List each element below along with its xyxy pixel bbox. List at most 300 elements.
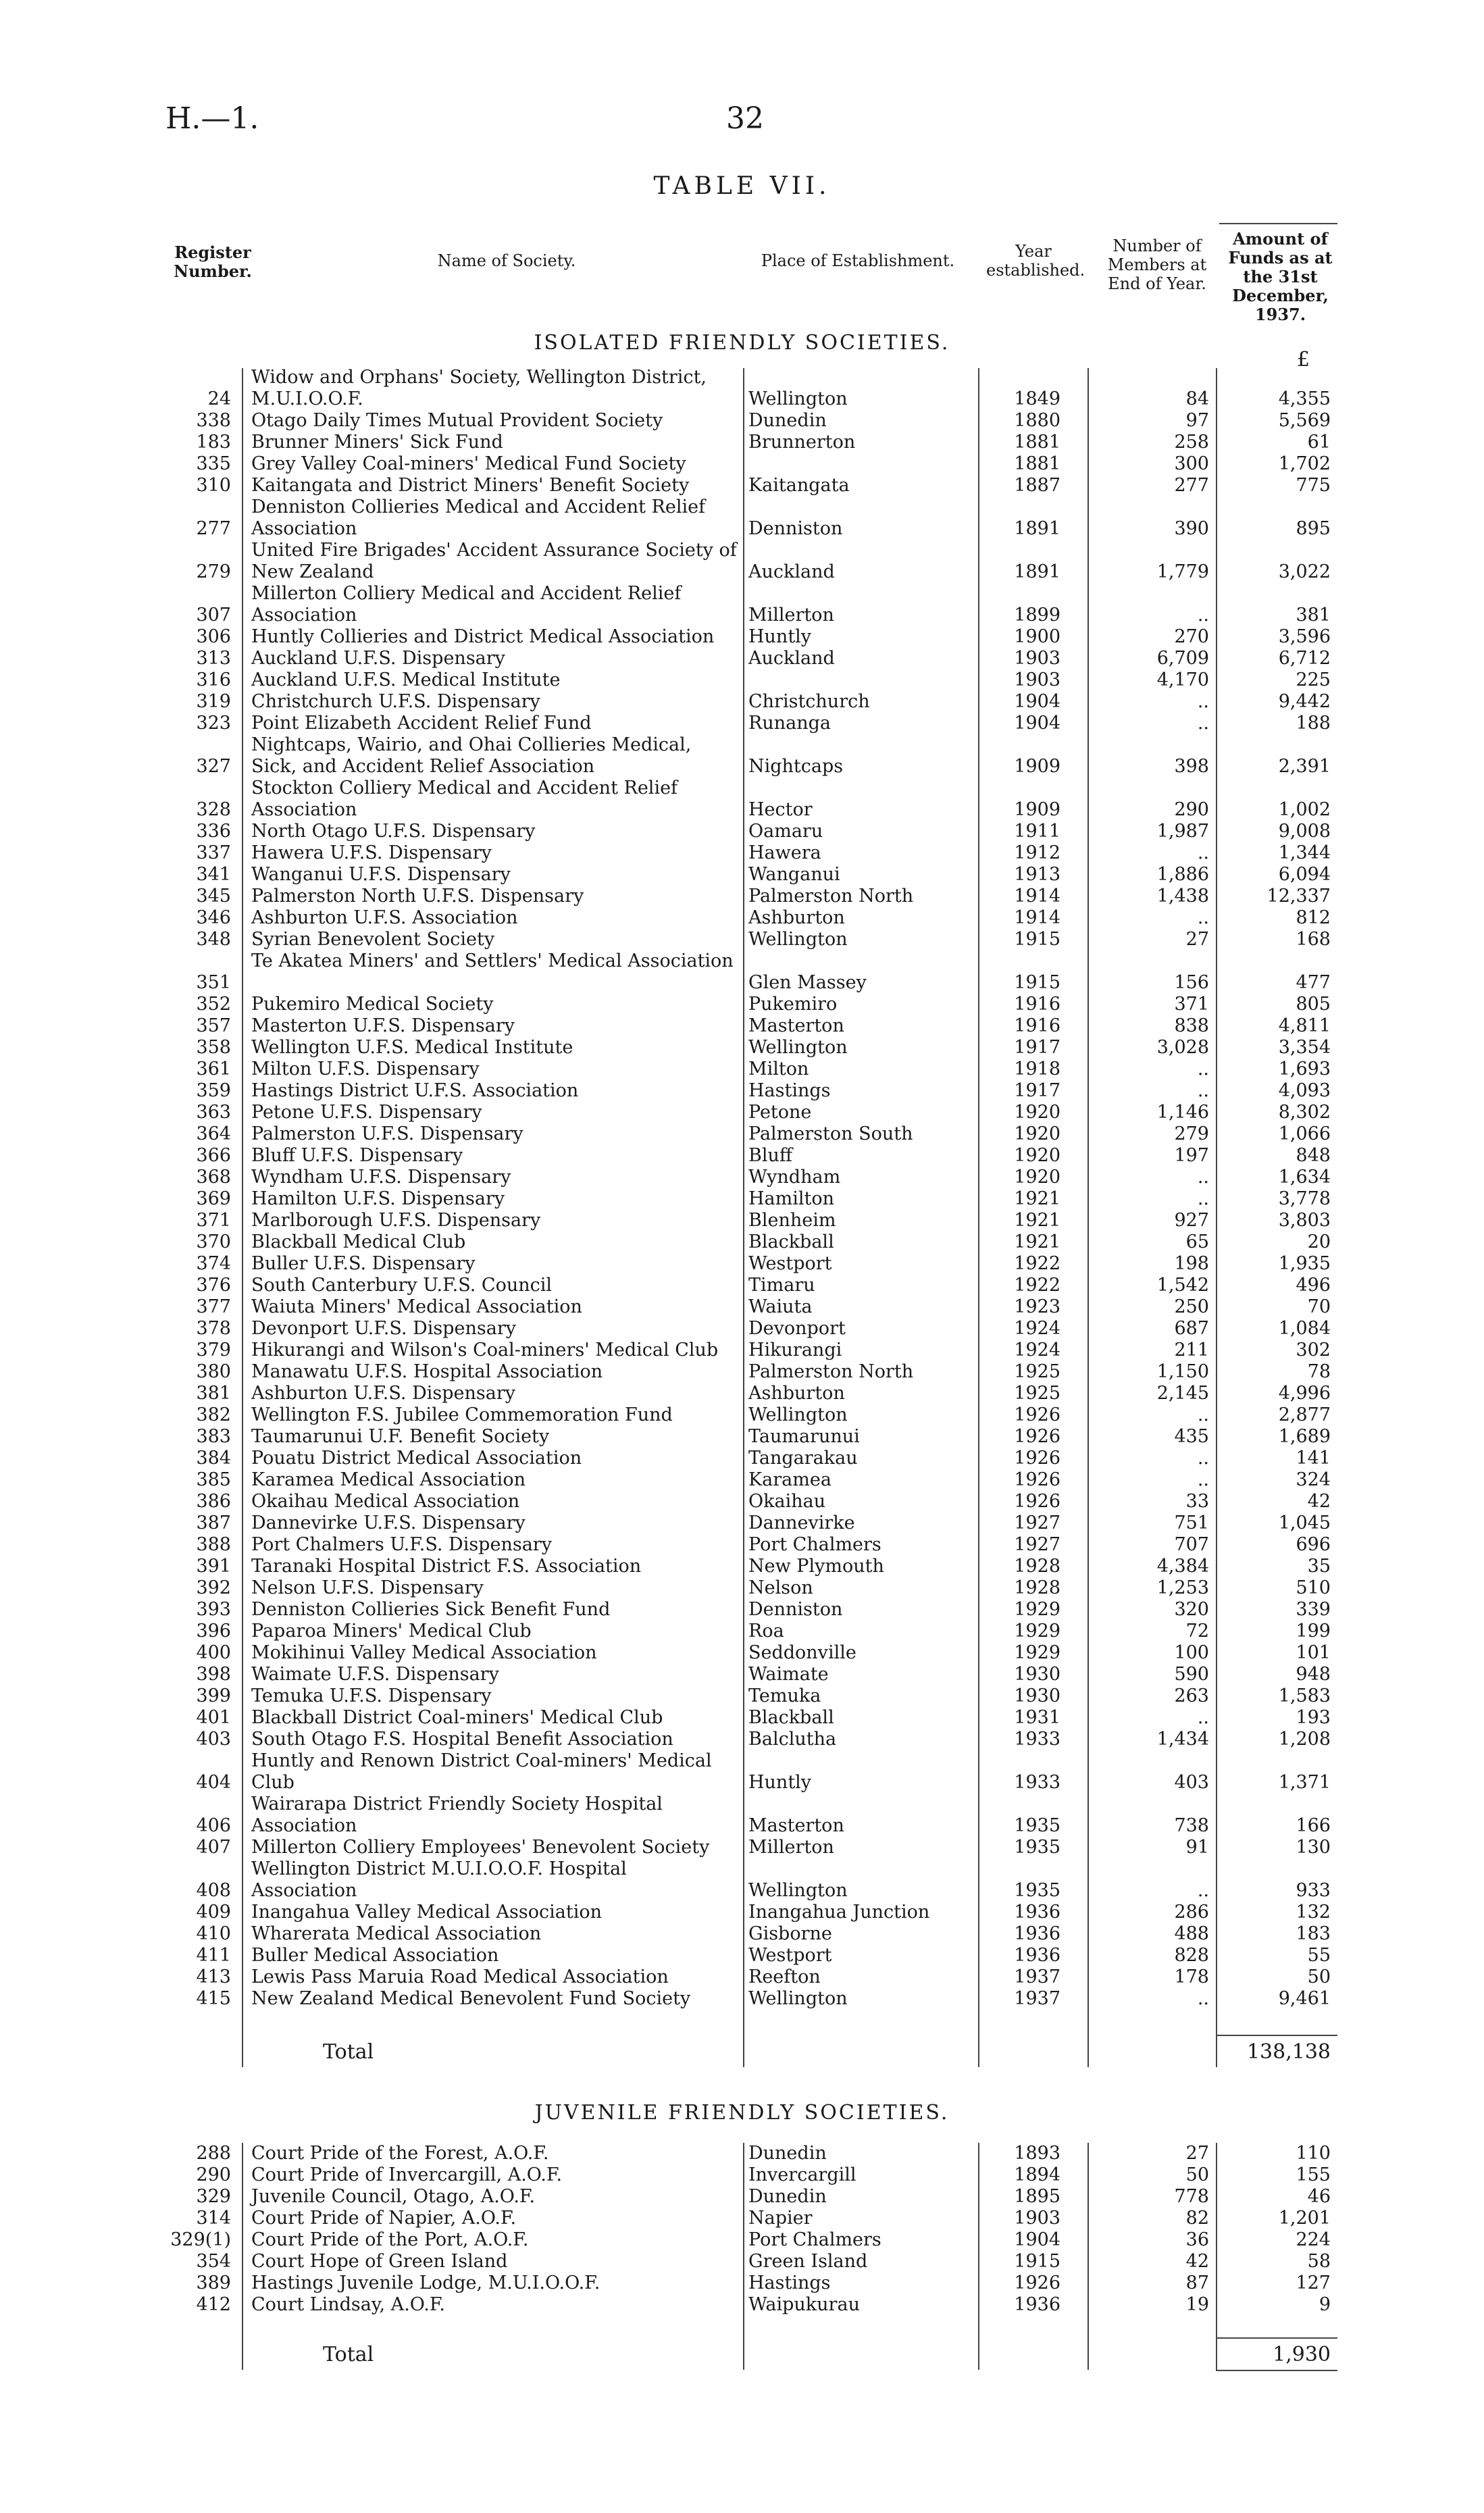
funds-cell: 183 — [1296, 1923, 1331, 1944]
place-cell: Denniston — [748, 518, 843, 539]
funds-cell: 3,022 — [1278, 561, 1331, 582]
table-row — [0, 367, 1484, 410]
members-cell: .. — [1197, 1188, 1209, 1209]
members-cell: 258 — [1174, 432, 1209, 453]
members-cell: .. — [1197, 1167, 1209, 1188]
members-cell: 1,987 — [1156, 821, 1209, 842]
funds-cell: 78 — [1307, 1361, 1331, 1382]
table-row — [0, 1015, 1484, 1037]
funds-cell: 46 — [1307, 2186, 1331, 2207]
register-number-cell: 352 — [196, 994, 231, 1015]
table-row — [0, 1361, 1484, 1383]
society-name-cell: Nightcaps, Wairio, and Ohai Collieries Medical, Sick, and Accident Relief Association — [251, 734, 692, 777]
funds-cell: 224 — [1296, 2229, 1331, 2250]
place-cell: Dunedin — [748, 2186, 827, 2207]
register-number-cell: 313 — [196, 648, 231, 669]
table-row — [0, 1253, 1484, 1275]
members-cell: .. — [1197, 1707, 1209, 1728]
society-name-cell: Court Pride of Napier, A.O.F. — [251, 2208, 517, 2229]
register-number-cell: 24 — [207, 388, 231, 409]
register-number-cell: 359 — [196, 1080, 231, 1101]
members-cell: 707 — [1174, 1534, 1209, 1555]
place-cell: Temuka — [748, 1685, 821, 1706]
funds-cell: 948 — [1296, 1664, 1331, 1685]
society-name-cell: Wairarapa District Friendly Society Hospital Association — [251, 1794, 663, 1836]
members-cell: 27 — [1185, 2143, 1209, 2164]
place-cell: Tangarakau — [748, 1448, 858, 1469]
register-number-cell: 336 — [196, 821, 231, 842]
register-number-cell: 378 — [196, 1318, 231, 1339]
funds-cell: 70 — [1307, 1296, 1331, 1317]
society-name-cell: Auckland U.F.S. Medical Institute — [251, 669, 561, 690]
society-name-cell: Syrian Benevolent Society — [251, 929, 495, 950]
register-number-cell: 370 — [196, 1232, 231, 1252]
place-cell: Bluff — [748, 1145, 793, 1166]
society-name-cell: Buller Medical Association — [251, 1945, 499, 1966]
year-cell: 1915 — [1014, 972, 1060, 993]
funds-cell: 1,084 — [1278, 1318, 1331, 1339]
place-cell: Palmerston North — [748, 1361, 914, 1382]
rule-register — [242, 2143, 243, 2370]
year-cell: 1912 — [1014, 842, 1060, 863]
currency-symbol: £ — [1297, 348, 1310, 372]
table-row — [0, 1556, 1484, 1577]
rule-register — [242, 368, 243, 2067]
place-cell: Port Chalmers — [748, 2229, 881, 2250]
table-row — [0, 1837, 1484, 1858]
table-row — [0, 1491, 1484, 1513]
place-cell: Wellington — [748, 1404, 848, 1425]
register-number-cell: 277 — [196, 518, 231, 539]
col-header-funds: Amount of Funds as at the 31st December, 1937. — [1228, 229, 1333, 324]
members-cell: 828 — [1174, 1945, 1209, 1966]
members-cell: 371 — [1174, 994, 1209, 1015]
isolated-societies-rows — [0, 367, 1484, 2010]
members-cell: .. — [1197, 1404, 1209, 1425]
header-rule-top — [1219, 223, 1337, 224]
register-number-cell: 386 — [196, 1491, 231, 1512]
funds-cell: 141 — [1296, 1448, 1331, 1469]
society-name-cell: Wellington F.S. Jubilee Commemoration Fund — [251, 1404, 673, 1425]
place-cell: Hastings — [748, 1080, 831, 1101]
funds-cell: 510 — [1296, 1577, 1331, 1598]
year-cell: 1909 — [1014, 799, 1060, 820]
society-name-cell: Wanganui U.F.S. Dispensary — [251, 864, 511, 885]
society-name-cell: Wellington District M.U.I.O.O.F. Hospital Association — [251, 1858, 627, 1901]
year-cell: 1903 — [1014, 648, 1060, 669]
place-cell: Hector — [748, 799, 813, 820]
year-cell: 1921 — [1014, 1232, 1060, 1252]
table-row — [0, 1621, 1484, 1642]
place-cell: Devonport — [748, 1318, 846, 1339]
table-row — [0, 2208, 1484, 2229]
register-number-cell: 290 — [196, 2164, 231, 2185]
rule-name — [743, 368, 744, 2067]
total-rule-isolated — [1216, 2035, 1337, 2036]
place-cell: Milton — [748, 1059, 809, 1080]
funds-cell: 225 — [1296, 669, 1331, 690]
table-row — [0, 1858, 1484, 1902]
society-name-cell: Te Akatea Miners' and Settlers' Medical Association — [251, 950, 734, 971]
year-cell: 1937 — [1014, 1988, 1060, 2009]
funds-cell: 1,344 — [1278, 842, 1331, 863]
members-cell: .. — [1197, 605, 1209, 626]
funds-cell: 2,877 — [1278, 1404, 1331, 1425]
rule-year — [1088, 2143, 1089, 2370]
year-cell: 1849 — [1014, 388, 1060, 409]
society-name-cell: Juvenile Council, Otago, A.O.F. — [251, 2186, 536, 2207]
members-cell: 156 — [1174, 972, 1209, 993]
society-name-cell: Devonport U.F.S. Dispensary — [251, 1318, 516, 1339]
year-cell: 1925 — [1014, 1361, 1060, 1382]
register-number-cell: 415 — [196, 1988, 231, 2009]
society-name-cell: Manawatu U.F.S. Hospital Association — [251, 1361, 603, 1382]
register-number-cell: 401 — [196, 1707, 231, 1728]
register-number-cell: 406 — [196, 1815, 231, 1836]
table-row — [0, 734, 1484, 778]
society-name-cell: Huntly and Renown District Coal-miners' Medical Club — [251, 1750, 712, 1793]
members-cell: 279 — [1174, 1123, 1209, 1144]
register-number-cell: 408 — [196, 1880, 231, 1901]
year-cell: 1926 — [1014, 1448, 1060, 1469]
society-name-cell: Bluff U.F.S. Dispensary — [251, 1145, 463, 1166]
members-cell: 27 — [1185, 929, 1209, 950]
table-row — [0, 1513, 1484, 1534]
year-cell: 1922 — [1014, 1275, 1060, 1296]
register-number-cell: 314 — [196, 2208, 231, 2229]
place-cell: Waipukurau — [748, 2294, 860, 2315]
place-cell: Westport — [748, 1253, 832, 1274]
year-cell: 1881 — [1014, 453, 1060, 474]
table-row — [0, 648, 1484, 669]
place-cell: Petone — [748, 1102, 812, 1123]
register-number-cell: 307 — [196, 605, 231, 626]
register-number-cell: 413 — [196, 1966, 231, 1987]
year-cell: 1936 — [1014, 1902, 1060, 1923]
year-cell: 1929 — [1014, 1621, 1060, 1642]
place-cell: Okaihau — [748, 1491, 826, 1512]
col-header-place: Place of Establishment. — [761, 251, 955, 270]
funds-cell: 324 — [1296, 1469, 1331, 1490]
table-row — [0, 1945, 1484, 1966]
table-row — [0, 1599, 1484, 1621]
place-cell: Blenheim — [748, 1210, 836, 1231]
funds-cell: 20 — [1307, 1232, 1331, 1252]
society-name-cell: Christchurch U.F.S. Dispensary — [251, 691, 540, 712]
society-name-cell: Widow and Orphans' Society, Wellington District, M.U.I.O.O.F. — [251, 367, 707, 409]
members-cell: 178 — [1174, 1966, 1209, 1987]
members-cell: 286 — [1174, 1902, 1209, 1923]
funds-cell: 155 — [1296, 2164, 1331, 2185]
year-cell: 1891 — [1014, 561, 1060, 582]
society-name-cell: Pukemiro Medical Society — [251, 994, 494, 1015]
members-cell: .. — [1197, 713, 1209, 734]
table-row — [0, 540, 1484, 583]
table-row — [0, 1534, 1484, 1556]
register-number-cell: 412 — [196, 2294, 231, 2315]
society-name-cell: Hastings District U.F.S. Association — [251, 1080, 579, 1101]
year-cell: 1935 — [1014, 1815, 1060, 1836]
place-cell: Christchurch — [748, 691, 870, 712]
funds-cell: 1,935 — [1278, 1253, 1331, 1274]
year-cell: 1927 — [1014, 1513, 1060, 1533]
year-cell: 1920 — [1014, 1145, 1060, 1166]
funds-cell: 101 — [1296, 1642, 1331, 1663]
funds-cell: 4,811 — [1278, 1015, 1331, 1036]
year-cell: 1921 — [1014, 1210, 1060, 1231]
funds-cell: 339 — [1296, 1599, 1331, 1620]
place-cell: Masterton — [748, 1015, 844, 1036]
funds-cell: 50 — [1307, 1966, 1331, 1987]
society-name-cell: South Canterbury U.F.S. Council — [251, 1275, 553, 1296]
place-cell: Seddonville — [748, 1642, 856, 1663]
members-cell: 263 — [1174, 1685, 1209, 1706]
funds-cell: 5,569 — [1278, 410, 1331, 431]
table-title: TABLE VII. — [653, 172, 831, 200]
year-cell: 1929 — [1014, 1642, 1060, 1663]
register-number-cell: 389 — [196, 2273, 231, 2293]
members-cell: 1,438 — [1156, 886, 1209, 907]
funds-cell: 6,094 — [1278, 864, 1331, 885]
register-number-cell: 384 — [196, 1448, 231, 1469]
funds-cell: 188 — [1296, 713, 1331, 734]
place-cell: Blackball — [748, 1707, 834, 1728]
year-cell: 1936 — [1014, 1945, 1060, 1966]
society-name-cell: North Otago U.F.S. Dispensary — [251, 821, 536, 842]
funds-cell: 1,689 — [1278, 1426, 1331, 1447]
year-cell: 1926 — [1014, 1426, 1060, 1447]
register-number-cell: 383 — [196, 1426, 231, 1447]
table-row — [0, 691, 1484, 713]
year-cell: 1914 — [1014, 886, 1060, 907]
year-cell: 1935 — [1014, 1837, 1060, 1858]
register-number-cell: 361 — [196, 1059, 231, 1080]
register-number-cell: 380 — [196, 1361, 231, 1382]
year-cell: 1917 — [1014, 1080, 1060, 1101]
place-cell: Balclutha — [748, 1729, 837, 1750]
members-cell: 42 — [1185, 2251, 1209, 2272]
place-cell: Dunedin — [748, 2143, 827, 2164]
register-number-cell: 387 — [196, 1513, 231, 1533]
funds-cell: 477 — [1296, 972, 1331, 993]
year-cell: 1904 — [1014, 2229, 1060, 2250]
table-row — [0, 626, 1484, 648]
place-cell: Ashburton — [748, 1383, 845, 1404]
table-row — [0, 1902, 1484, 1923]
table-row — [0, 1750, 1484, 1794]
members-cell: 19 — [1185, 2294, 1209, 2315]
funds-cell: 12,337 — [1266, 886, 1331, 907]
members-cell: 6,709 — [1156, 648, 1209, 669]
society-name-cell: South Otago F.S. Hospital Benefit Association — [251, 1729, 673, 1750]
society-name-cell: Petone U.F.S. Dispensary — [251, 1102, 482, 1123]
table-row — [0, 1059, 1484, 1080]
table-row — [0, 821, 1484, 842]
members-cell: 50 — [1185, 2164, 1209, 2185]
society-name-cell: Palmerston North U.F.S. Dispensary — [251, 886, 584, 907]
year-cell: 1933 — [1014, 1729, 1060, 1750]
total-rule-juvenile — [1216, 2337, 1337, 2339]
year-cell: 1931 — [1014, 1707, 1060, 1728]
place-cell: Brunnerton — [748, 432, 856, 453]
society-name-cell: Ashburton U.F.S. Dispensary — [251, 1383, 515, 1404]
table-row — [0, 1966, 1484, 1988]
funds-cell: 1,583 — [1278, 1685, 1331, 1706]
page-header-reference: H.—1. — [165, 101, 259, 136]
members-cell: 778 — [1174, 2186, 1209, 2207]
members-cell: 435 — [1174, 1426, 1209, 1447]
members-cell: 687 — [1174, 1318, 1209, 1339]
place-cell: Ashburton — [748, 907, 845, 928]
col-header-register: Register Number. — [174, 243, 252, 281]
year-cell: 1915 — [1014, 929, 1060, 950]
members-cell: 751 — [1174, 1513, 1209, 1533]
members-cell: 1,542 — [1156, 1275, 1209, 1296]
funds-cell: 3,596 — [1278, 626, 1331, 647]
rule-place — [978, 2143, 979, 2370]
table-row — [0, 950, 1484, 994]
place-cell: Dunedin — [748, 410, 827, 431]
society-name-cell: Hawera U.F.S. Dispensary — [251, 842, 492, 863]
year-cell: 1920 — [1014, 1102, 1060, 1123]
funds-cell: 775 — [1296, 475, 1331, 496]
year-cell: 1926 — [1014, 1404, 1060, 1425]
funds-cell: 933 — [1296, 1880, 1331, 1901]
funds-cell: 9,008 — [1278, 821, 1331, 842]
funds-cell: 1,045 — [1278, 1513, 1331, 1533]
total-label-isolated: Total — [323, 2040, 374, 2064]
table-row — [0, 2273, 1484, 2294]
year-cell: 1916 — [1014, 1015, 1060, 1036]
register-number-cell: 366 — [196, 1145, 231, 1166]
funds-cell: 1,634 — [1278, 1167, 1331, 1188]
funds-cell: 42 — [1307, 1491, 1331, 1512]
year-cell: 1880 — [1014, 410, 1060, 431]
register-number-cell: 327 — [196, 756, 231, 777]
table-row — [0, 1167, 1484, 1188]
funds-cell: 55 — [1307, 1945, 1331, 1966]
funds-cell: 381 — [1296, 605, 1331, 626]
members-cell: 738 — [1174, 1815, 1209, 1836]
members-cell: 91 — [1185, 1837, 1209, 1858]
table-row — [0, 1988, 1484, 2010]
society-name-cell: Blackball Medical Club — [251, 1232, 466, 1252]
register-number-cell: 329(1) — [170, 2229, 231, 2250]
place-cell: Wellington — [748, 929, 848, 950]
table-row — [0, 1642, 1484, 1664]
place-cell: Hawera — [748, 842, 821, 863]
members-cell: 3,028 — [1156, 1037, 1209, 1058]
table-row — [0, 2294, 1484, 2316]
members-cell: .. — [1197, 1059, 1209, 1080]
society-name-cell: Masterton U.F.S. Dispensary — [251, 1015, 515, 1036]
register-number-cell: 364 — [196, 1123, 231, 1144]
members-cell: .. — [1197, 1880, 1209, 1901]
place-cell: Denniston — [748, 1599, 843, 1620]
register-number-cell: 403 — [196, 1729, 231, 1750]
register-number-cell: 399 — [196, 1685, 231, 1706]
year-cell: 1924 — [1014, 1318, 1060, 1339]
society-name-cell: Paparoa Miners' Medical Club — [251, 1621, 532, 1642]
year-cell: 1915 — [1014, 2251, 1060, 2272]
year-cell: 1899 — [1014, 605, 1060, 626]
table-row — [0, 2164, 1484, 2186]
funds-cell: 8,302 — [1278, 1102, 1331, 1123]
members-cell: 250 — [1174, 1296, 1209, 1317]
table-row — [0, 1102, 1484, 1123]
table-row — [0, 1685, 1484, 1707]
table-row — [0, 1188, 1484, 1210]
page-number: 32 — [726, 101, 764, 136]
funds-cell: 4,093 — [1278, 1080, 1331, 1101]
funds-cell: 1,201 — [1278, 2208, 1331, 2229]
members-cell: 211 — [1174, 1340, 1209, 1361]
table-row — [0, 2251, 1484, 2273]
place-cell: Blackball — [748, 1232, 834, 1252]
place-cell: Palmerston South — [748, 1123, 913, 1144]
members-cell: 1,434 — [1156, 1729, 1209, 1750]
place-cell: Wellington — [748, 388, 848, 409]
place-cell: Karamea — [748, 1469, 831, 1490]
members-cell: .. — [1197, 1469, 1209, 1490]
register-number-cell: 279 — [196, 561, 231, 582]
place-cell: Invercargill — [748, 2164, 856, 2185]
year-cell: 1891 — [1014, 518, 1060, 539]
table-row — [0, 1448, 1484, 1469]
place-cell: Green Island — [748, 2251, 868, 2272]
members-cell: 403 — [1174, 1772, 1209, 1793]
society-name-cell: Court Hope of Green Island — [251, 2251, 508, 2272]
place-cell: Napier — [748, 2208, 813, 2229]
table-row — [0, 497, 1484, 540]
members-cell: 1,146 — [1156, 1102, 1209, 1123]
total-label-juvenile: Total — [323, 2343, 374, 2366]
table-row — [0, 1664, 1484, 1685]
funds-cell: 35 — [1307, 1556, 1331, 1577]
place-cell: New Plymouth — [748, 1556, 884, 1577]
members-cell: 4,170 — [1156, 669, 1209, 690]
funds-cell: 1,066 — [1278, 1123, 1331, 1144]
table-row — [0, 1426, 1484, 1448]
register-number-cell: 358 — [196, 1037, 231, 1058]
members-cell: 398 — [1174, 756, 1209, 777]
register-number-cell: 351 — [196, 972, 231, 993]
year-cell: 1925 — [1014, 1383, 1060, 1404]
place-cell: Timaru — [748, 1275, 815, 1296]
table-row — [0, 1340, 1484, 1361]
table-row — [0, 1318, 1484, 1340]
table-row — [0, 453, 1484, 475]
place-cell: Wellington — [748, 1988, 848, 2009]
society-name-cell: Otago Daily Times Mutual Provident Society — [251, 410, 663, 431]
register-number-cell: 381 — [196, 1383, 231, 1404]
members-cell: 36 — [1185, 2229, 1209, 2250]
members-cell: .. — [1197, 1080, 1209, 1101]
society-name-cell: Port Chalmers U.F.S. Dispensary — [251, 1534, 552, 1555]
members-cell: 270 — [1174, 626, 1209, 647]
society-name-cell: Auckland U.F.S. Dispensary — [251, 648, 505, 669]
register-number-cell: 345 — [196, 886, 231, 907]
society-name-cell: Court Pride of the Port, A.O.F. — [251, 2229, 529, 2250]
funds-cell: 3,803 — [1278, 1210, 1331, 1231]
rule-year — [1088, 368, 1089, 2067]
funds-cell: 1,208 — [1278, 1729, 1331, 1750]
society-name-cell: Ashburton U.F.S. Association — [251, 907, 518, 928]
table-row — [0, 907, 1484, 929]
funds-cell: 58 — [1307, 2251, 1331, 2272]
register-number-cell: 393 — [196, 1599, 231, 1620]
table-row — [0, 1037, 1484, 1059]
